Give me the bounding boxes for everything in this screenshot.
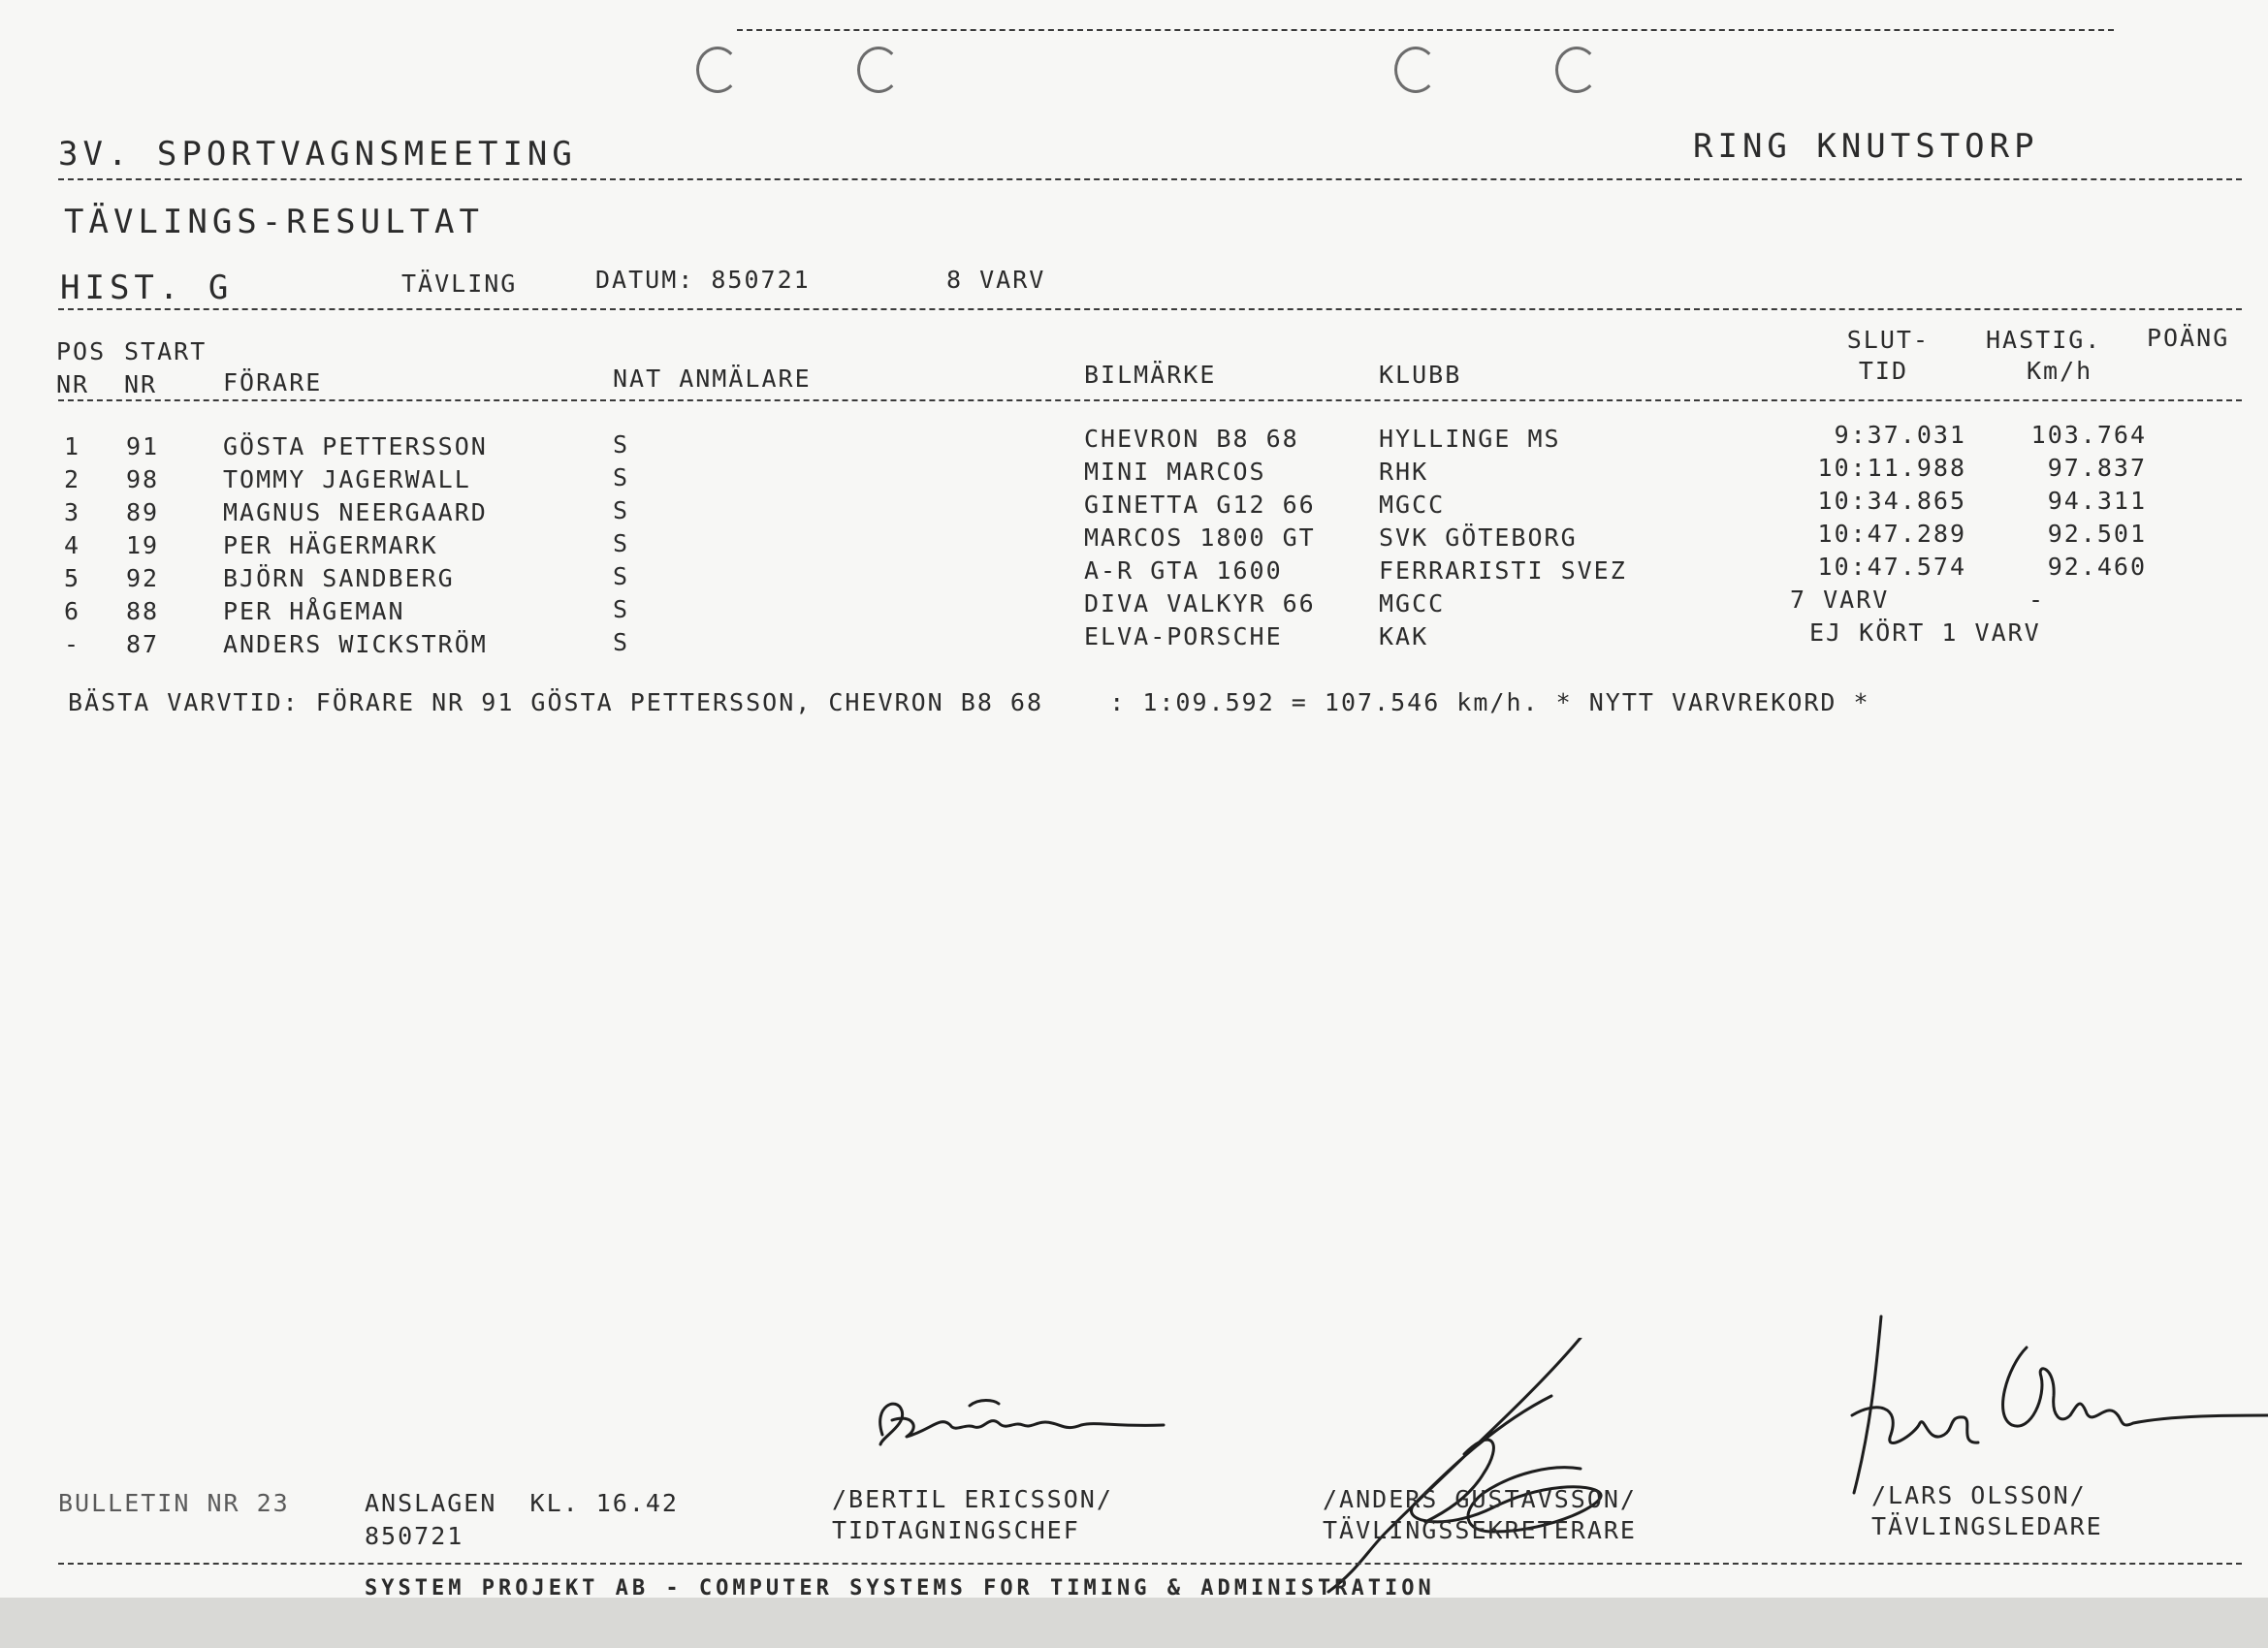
document-title: TÄVLINGS-RESULTAT [64, 203, 484, 241]
venue: RING KNUTSTORP [1693, 127, 2039, 166]
signatory-title-2: TÄVLINGSSEKRETERARE [1323, 1516, 1637, 1544]
posted-date: 850721 [365, 1522, 464, 1550]
row-driver: BJÖRN SANDBERG [223, 564, 455, 592]
company-name: SYSTEM PROJEKT AB - COMPUTER SYSTEMS FOR TIMING & ADMINISTRATION [365, 1578, 1435, 1598]
punch-hole [696, 47, 739, 93]
company-banner [0, 1578, 2268, 1598]
bulletin-number: BULLETIN NR 23 [58, 1489, 290, 1517]
row-nat: S [613, 430, 630, 459]
race-label: TÄVLING [401, 269, 518, 298]
col-nat-entrant: NAT ANMÄLARE [613, 364, 812, 393]
row-club: MGCC [1379, 491, 1446, 519]
col-time: TID [1858, 357, 1908, 385]
col-speed: Km/h [2027, 357, 2093, 385]
col-time: SLUT- [1846, 326, 1930, 354]
punch-hole [1394, 47, 1437, 93]
row-nat: S [613, 562, 630, 590]
row-driver: PER HÄGERMARK [223, 531, 438, 559]
row-car: MARCOS 1800 GT [1084, 523, 1316, 552]
row-driver: PER HÅGEMAN [223, 597, 405, 625]
fastest-lap: BÄSTA VARVTID: FÖRARE NR 91 GÖSTA PETTERSSON, CHEVRON B8 68 : 1:09.592 = 107.546 km/h. * NYTT VARVREKORD * [68, 688, 1870, 716]
col-speed: HASTIG. [1986, 326, 2102, 354]
divider [58, 399, 2242, 401]
posted-time: ANSLAGEN KL. 16.42 [365, 1489, 679, 1517]
punch-hole [857, 47, 900, 93]
signatory-name-2: /ANDERS GUSTAVSSON/ [1323, 1485, 1637, 1513]
row-start: 89 [126, 498, 160, 526]
col-pos: POS [56, 337, 107, 365]
row-pos: 1 [64, 432, 81, 460]
signatory-title-1: TIDTAGNINGSCHEF [832, 1516, 1080, 1544]
row-speed: 103.764 [2030, 421, 2147, 449]
row-time: EJ KÖRT 1 VARV [1809, 618, 2041, 647]
row-speed: - [2028, 586, 2046, 614]
row-car: CHEVRON B8 68 [1084, 425, 1299, 453]
row-time: 10:47.289 [1817, 520, 1966, 548]
row-time: 10:34.865 [1817, 487, 1966, 515]
row-time: 7 VARV [1790, 586, 1890, 614]
row-start: 19 [126, 531, 160, 559]
divider [58, 1563, 2242, 1565]
row-pos: 4 [64, 531, 81, 559]
row-speed: 92.501 [2047, 520, 2147, 548]
row-speed: 92.460 [2047, 553, 2147, 581]
row-pos: 2 [64, 465, 81, 493]
row-time: 9:37.031 [1834, 421, 1966, 449]
row-pos: 3 [64, 498, 81, 526]
row-car: GINETTA G12 66 [1084, 491, 1316, 519]
divider [58, 308, 2242, 310]
race-laps: 8 VARV [946, 266, 1046, 294]
row-nat: S [613, 628, 630, 656]
row-start: 91 [126, 432, 160, 460]
row-nat: S [613, 496, 630, 524]
event-title: 3V. SPORTVAGNSMEETING [58, 135, 577, 174]
signature-ericsson [853, 1377, 1173, 1464]
row-pos: 6 [64, 597, 81, 625]
row-car: ELVA-PORSCHE [1084, 622, 1283, 650]
signatory-name-1: /BERTIL ERICSSON/ [832, 1485, 1113, 1513]
tractor-feed-perforation [737, 29, 2114, 31]
col-points: POÄNG [2147, 324, 2230, 352]
row-driver: ANDERS WICKSTRÖM [223, 630, 488, 658]
row-time: 10:47.574 [1817, 553, 1966, 581]
col-start: START [124, 337, 208, 365]
row-club: MGCC [1379, 589, 1446, 618]
row-car: DIVA VALKYR 66 [1084, 589, 1316, 618]
signatory-name-3: /LARS OLSSON/ [1871, 1481, 2087, 1509]
race-date: DATUM: 850721 [595, 266, 811, 294]
row-car: MINI MARCOS [1084, 458, 1266, 486]
signatory-title-3: TÄVLINGSLEDARE [1871, 1512, 2103, 1540]
row-club: KAK [1379, 622, 1429, 650]
race-class: HIST. G [60, 269, 234, 307]
row-start: 87 [126, 630, 160, 658]
row-driver: MAGNUS NEERGAARD [223, 498, 488, 526]
row-club: HYLLINGE MS [1379, 425, 1561, 453]
signature-gustavsson [1299, 1338, 1668, 1598]
row-pos: - [64, 630, 81, 658]
row-time: 10:11.988 [1817, 454, 1966, 482]
row-start: 92 [126, 564, 160, 592]
col-pos: NR [56, 370, 90, 398]
col-driver: FÖRARE [223, 368, 323, 396]
row-nat: S [613, 595, 630, 623]
row-car: A-R GTA 1600 [1084, 556, 1283, 585]
divider [58, 178, 2242, 180]
row-driver: TOMMY JAGERWALL [223, 465, 471, 493]
col-car: BILMÄRKE [1084, 361, 1217, 389]
row-speed: 94.311 [2047, 487, 2147, 515]
row-start: 98 [126, 465, 160, 493]
punch-hole [1555, 47, 1598, 93]
row-club: FERRARISTI SVEZ [1379, 556, 1627, 585]
row-nat: S [613, 529, 630, 557]
signature-olsson [1823, 1309, 2268, 1503]
row-club: SVK GÖTEBORG [1379, 523, 1578, 552]
row-speed: 97.837 [2047, 454, 2147, 482]
row-nat: S [613, 463, 630, 491]
col-start: NR [124, 370, 158, 398]
row-club: RHK [1379, 458, 1429, 486]
row-start: 88 [126, 597, 160, 625]
row-pos: 5 [64, 564, 81, 592]
row-driver: GÖSTA PETTERSSON [223, 432, 488, 460]
col-club: KLUBB [1379, 361, 1462, 389]
